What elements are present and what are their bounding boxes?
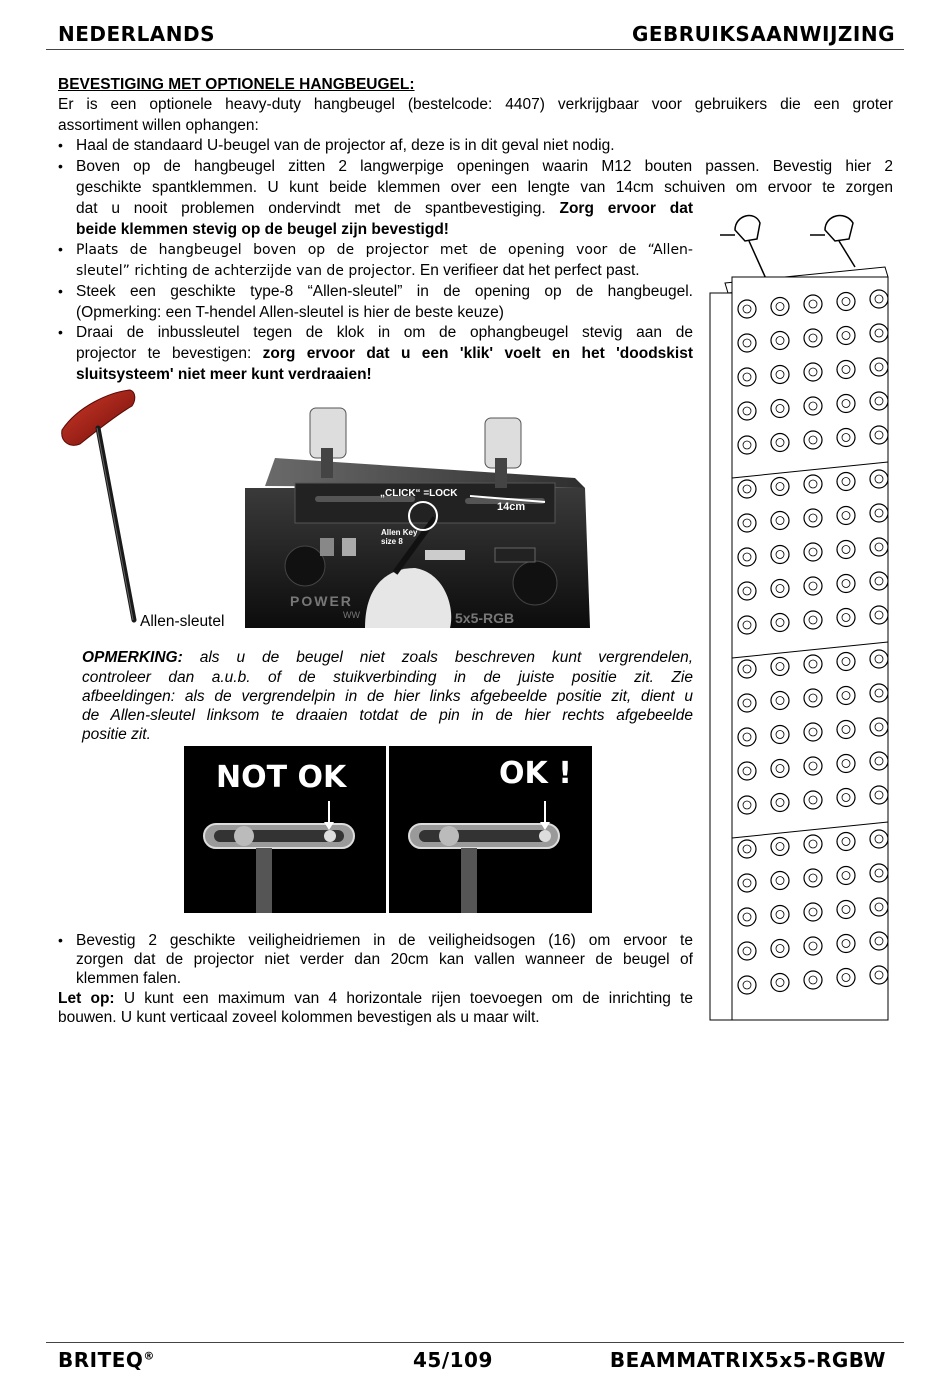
lens-circle: [837, 901, 855, 919]
lens-circle: [771, 400, 789, 418]
bullet-dot: •: [58, 283, 63, 299]
lens-circle: [804, 791, 822, 809]
lens-circle: [870, 932, 888, 950]
lens-circle: [837, 935, 855, 953]
lens-circle: [804, 835, 822, 853]
note-line-3: afbeeldingen: als de vergrendelpin in de hier links afgebeelde positie zit, dient u: [82, 688, 693, 705]
lens-circle: [837, 867, 855, 885]
lens-circle: [870, 392, 888, 410]
lens-circle: [738, 582, 756, 600]
lens-circle: [804, 723, 822, 741]
lens-circle: [738, 616, 756, 634]
lens-circle: [738, 514, 756, 532]
lens-circle: [870, 864, 888, 882]
intro-line-2: assortiment willen ophangen:: [58, 117, 259, 134]
lens-circle: [870, 966, 888, 984]
lens-circle: [771, 434, 789, 452]
header-rule: [46, 49, 904, 50]
note-line-5: positie zit.: [82, 726, 151, 743]
lens-circle: [870, 684, 888, 702]
lens-circle: [870, 358, 888, 376]
bullet-3-line-1: Plaats de hangbeugel boven op de projector met de opening voor de “Allen-: [76, 242, 693, 258]
lens-circle: [837, 721, 855, 739]
lens-circle: [771, 366, 789, 384]
lens-circle: [771, 940, 789, 958]
lens-circle: [771, 760, 789, 778]
lens-circle: [837, 293, 855, 311]
bullet-6-line-2: zorgen dat de projector niet verder dan 20cm kan vallen wanneer de beugel of: [76, 951, 693, 968]
allen-key-size-line2: size 8: [381, 537, 403, 546]
click-lock-label: „CLICK“ =LOCK: [380, 488, 458, 499]
brand-print: POWER: [290, 593, 353, 609]
lens-circle: [870, 470, 888, 488]
lens-circle: [804, 655, 822, 673]
lens-circle: [870, 572, 888, 590]
lens-circle: [738, 436, 756, 454]
lens-circle: [771, 692, 789, 710]
projector-photo: [245, 388, 595, 628]
lens-circle: [738, 480, 756, 498]
bullet-2-bold-b: beide klemmen stevig op de beugel zijn bevestigd!: [76, 221, 449, 238]
distance-label: 14cm: [497, 501, 526, 513]
footer-page: 45/109: [413, 1348, 493, 1372]
lens-circle: [804, 903, 822, 921]
lens-circle: [738, 402, 756, 420]
intro-line-1: Er is een optionele heavy-duty hangbeugel (bestelcode: 4407) verkrijgbaar voor gebruikers die een groter: [58, 96, 893, 113]
section-title: BEVESTIGING MET OPTIONELE HANGBEUGEL:: [58, 76, 415, 93]
lens-circle: [738, 694, 756, 712]
bullet-2-line-1: Boven op de hangbeugel zitten 2 langwerpige openingen waarin M12 bouten passen. Bevestig hier 2: [76, 158, 893, 175]
bullet-dot: •: [58, 158, 63, 174]
footer-brand-text: BRITEQ: [58, 1348, 144, 1372]
lens-circle: [804, 329, 822, 347]
bullet-dot: •: [58, 324, 63, 340]
bullet-5-line-2-a: projector te bevestigen:: [76, 345, 252, 362]
lens-circle: [837, 507, 855, 525]
bullet-5-line-2: [76, 344, 693, 365]
lens-circle: [870, 650, 888, 668]
model-print: 5x5-RGB: [455, 610, 515, 626]
let-op-label: Let op:: [58, 990, 115, 1007]
lens-circle: [771, 614, 789, 632]
lens-circle: [804, 295, 822, 313]
stacked-matrix-drawing: [705, 205, 895, 1035]
not-ok-label: NOT OK: [216, 760, 347, 795]
lens-circle: [771, 478, 789, 496]
lens-circle: [771, 872, 789, 890]
allen-key-size-line1: Allen Key: [381, 528, 418, 537]
lens-circle: [870, 504, 888, 522]
lens-circle: [738, 334, 756, 352]
lens-circle: [738, 368, 756, 386]
lens-circle: [837, 575, 855, 593]
note-label: OPMERKING:: [82, 649, 183, 666]
lens-circle: [804, 869, 822, 887]
lens-circle: [771, 794, 789, 812]
lens-circle: [738, 548, 756, 566]
bullet-3-line-2: [76, 261, 640, 282]
lens-circle: [771, 332, 789, 350]
let-op-line-2: bouwen. U kunt verticaal zoveel kolommen bevestigen als u maar wilt.: [58, 1009, 540, 1026]
lens-circle: [771, 906, 789, 924]
bullet-6-line-1: Bevestig 2 geschikte veiligheidriemen in de veiligheidsogen (16) om ervoor te: [76, 932, 693, 949]
lens-circle: [870, 290, 888, 308]
lens-circle: [804, 397, 822, 415]
lens-circle: [837, 473, 855, 491]
lens-circle: [771, 512, 789, 530]
header-left: NEDERLANDS: [58, 22, 216, 46]
lens-circle: [870, 786, 888, 804]
lens-circle: [771, 546, 789, 564]
lens-circle: [837, 789, 855, 807]
lens-circle: [804, 543, 822, 561]
lens-circle: [804, 757, 822, 775]
lens-circle: [771, 838, 789, 856]
bullet-2-line-2: geschikte spantklemmen. U kunt beide klemmen over een lengte van 14cm schuiven om ervoor te zorgen: [76, 179, 893, 196]
lens-circle: [870, 898, 888, 916]
lens-circle: [870, 324, 888, 342]
lens-circle: [738, 762, 756, 780]
lens-circle: [738, 796, 756, 814]
ok-label: OK !: [499, 756, 572, 791]
note-line-2: controleer dan a.u.b. of de stuikverbinding in de juiste positie zit. Zie: [82, 669, 693, 686]
lens-circle: [771, 658, 789, 676]
footer-reg: ®: [143, 1349, 155, 1363]
bullet-2-line-3: [76, 199, 693, 220]
lens-circle: [738, 840, 756, 858]
lens-circle: [870, 426, 888, 444]
lens-circle: [837, 833, 855, 851]
bullet-3-line-2-a: sleutel” richting de achterzijde van de projector: [76, 263, 412, 279]
note-line-1: [82, 648, 693, 669]
lens-circle: [771, 726, 789, 744]
allen-key-illustration: [58, 388, 148, 628]
lens-circle: [804, 509, 822, 527]
note-line-1-text: als u de beugel niet zoals beschreven kunt vergrendelen,: [182, 649, 693, 666]
lens-circle: [837, 969, 855, 987]
bullet-3-line-2-b: . En verifieer dat het perfect past.: [411, 262, 640, 279]
bullet-2-line-3-a: dat u nooit problemen ondervindt met de spantbevestiging.: [76, 200, 546, 217]
lens-circle: [837, 609, 855, 627]
bullet-dot: •: [58, 932, 63, 948]
lens-circle: [738, 300, 756, 318]
ok-photo: [389, 746, 592, 913]
header-right: GEBRUIKSAANWIJZING: [631, 22, 895, 46]
let-op-line-1-text: U kunt een maximum van 4 horizontale rijen toevoegen om de inrichting te: [114, 990, 693, 1007]
lens-circle: [837, 327, 855, 345]
lens-circle: [837, 687, 855, 705]
lens-circle: [804, 937, 822, 955]
lens-circle: [804, 475, 822, 493]
lens-circle: [837, 361, 855, 379]
bullet-dot: •: [58, 137, 63, 153]
projector-drawing: [245, 388, 595, 628]
bullet-dot: •: [58, 241, 63, 257]
not-ok-photo: [184, 746, 386, 913]
lens-circle: [837, 653, 855, 671]
bullet-6-line-3: klemmen falen.: [76, 970, 182, 987]
lens-circle: [837, 395, 855, 413]
bullet-5-line-1: Draai de inbussleutel tegen de klok in om de ophangbeugel stevig aan de: [76, 324, 693, 341]
lens-circle: [738, 874, 756, 892]
clamp-left: [720, 216, 767, 281]
note-line-4: de Allen-sleutel linksom te draaien totdat de pin in de hier rechts afgebeelde: [82, 707, 693, 724]
lens-circle: [870, 606, 888, 624]
lens-circle: [870, 718, 888, 736]
lens-circle: [804, 689, 822, 707]
lens-circle: [738, 660, 756, 678]
lens-circle: [804, 577, 822, 595]
lens-circle: [870, 830, 888, 848]
bullet-4-line-1: Steek een geschikte type-8 “Allen-sleutel” in de opening op de hangbeugel.: [76, 283, 693, 300]
lens-circle: [837, 429, 855, 447]
lens-circle: [804, 611, 822, 629]
bullet-1-text: Haal de standaard U-beugel van de projector af, deze is in dit geval niet nodig.: [76, 137, 615, 154]
lens-circle: [870, 752, 888, 770]
lens-circle: [738, 728, 756, 746]
lens-circle: [738, 908, 756, 926]
lens-circle: [771, 580, 789, 598]
lens-circle: [804, 971, 822, 989]
lens-circle: [738, 942, 756, 960]
lens-circle: [837, 755, 855, 773]
lens-circle: [837, 541, 855, 559]
lens-circle: [870, 538, 888, 556]
allen-key-label: Allen-sleutel: [140, 613, 225, 630]
bullet-5-bold-b: sluitsysteem' niet meer kunt verdraaien!: [76, 366, 372, 383]
footer-brand: [58, 1348, 155, 1372]
bullet-2-bold-a: Zorg ervoor dat: [559, 200, 693, 217]
lens-circle: [771, 974, 789, 992]
lens-circle: [804, 363, 822, 381]
footer-model: BEAMMATRIX5x5-RGBW: [609, 1348, 886, 1372]
bullet-5-bold-a: zorg ervoor dat u een 'klik' voelt en het 'doodskist: [262, 345, 693, 362]
bullet-4-line-2: (Opmerking: een T-hendel Allen-sleutel is hier de beste keuze): [76, 304, 504, 321]
footer-rule: [46, 1342, 904, 1343]
lens-circle: [804, 431, 822, 449]
let-op-line-1: [58, 989, 693, 1010]
web-print: WW: [343, 610, 360, 620]
lens-circle: [738, 976, 756, 994]
clamp-right: [810, 216, 855, 267]
lens-circle: [771, 298, 789, 316]
